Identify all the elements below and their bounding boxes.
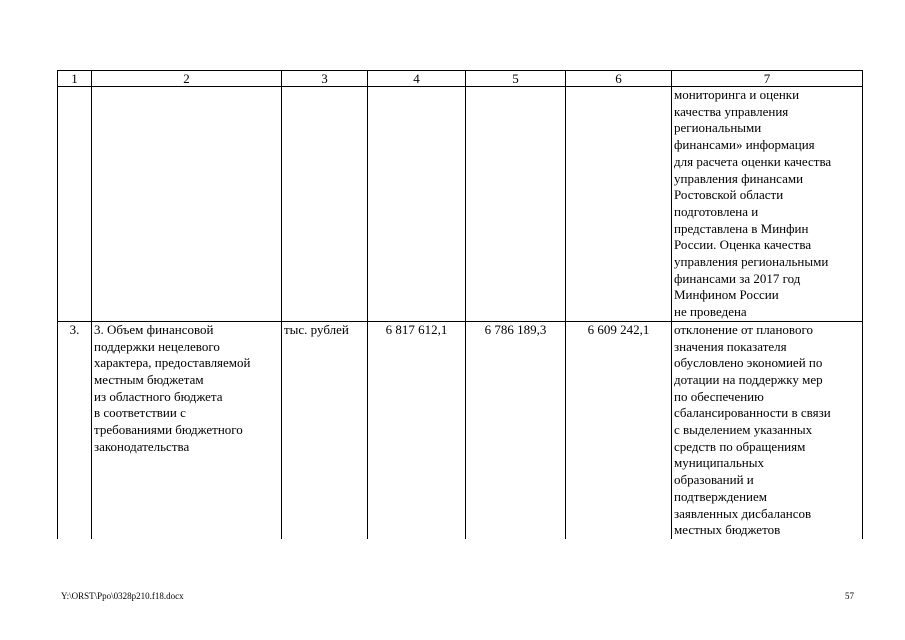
table-row <box>58 321 863 539</box>
column-number-4: 4 <box>368 71 466 87</box>
page-number: 57 <box>845 591 854 601</box>
value-col6-cell <box>566 87 672 322</box>
unit-cell <box>282 87 368 322</box>
indicator-name-cell: 3. Объем финансовой поддержки нецелевого характера, предоставляемой местным бюджетам из областного бюджета в соответствии с требованиями бюджетного законодательства <box>92 321 282 539</box>
column-number-6: 6 <box>566 71 672 87</box>
report-table <box>57 70 863 539</box>
value-col5-cell: 6 786 189,3 <box>466 321 566 539</box>
table-row <box>58 87 863 322</box>
column-number-5: 5 <box>466 71 566 87</box>
indicator-name-cell <box>92 87 282 322</box>
column-number-row <box>58 71 863 87</box>
column-number-7: 7 <box>672 71 863 87</box>
value-col5-cell <box>466 87 566 322</box>
value-col4-cell <box>368 87 466 322</box>
column-number-1: 1 <box>58 71 92 87</box>
note-cell: мониторинга и оценки качества управления региональными финансами» информация для расчета оценки качества управления финансами Ростовской области подготовлена и представлена в Минфин России. Оценка качества управления региональными финансами за 2017 год Минфином России не проведена <box>672 87 863 322</box>
note-cell: отклонение от планового значения показателя обусловлено экономией по дотации на поддержку мер по обеспечению сбалансированности в связи с выделением указанных средств по обращениям муниципальных образований и подтверждением заявленных дисбалансов местных бюджетов <box>672 321 863 539</box>
value-col6-cell: 6 609 242,1 <box>566 321 672 539</box>
column-number-3: 3 <box>282 71 368 87</box>
column-number-2: 2 <box>92 71 282 87</box>
value-col4-cell: 6 817 612,1 <box>368 321 466 539</box>
unit-cell: тыс. рублей <box>282 321 368 539</box>
footer-file-path: Y:\ORST\Ppo\0328p210.f18.docx <box>61 591 184 601</box>
row-number-cell <box>58 87 92 322</box>
row-number-cell: 3. <box>58 321 92 539</box>
